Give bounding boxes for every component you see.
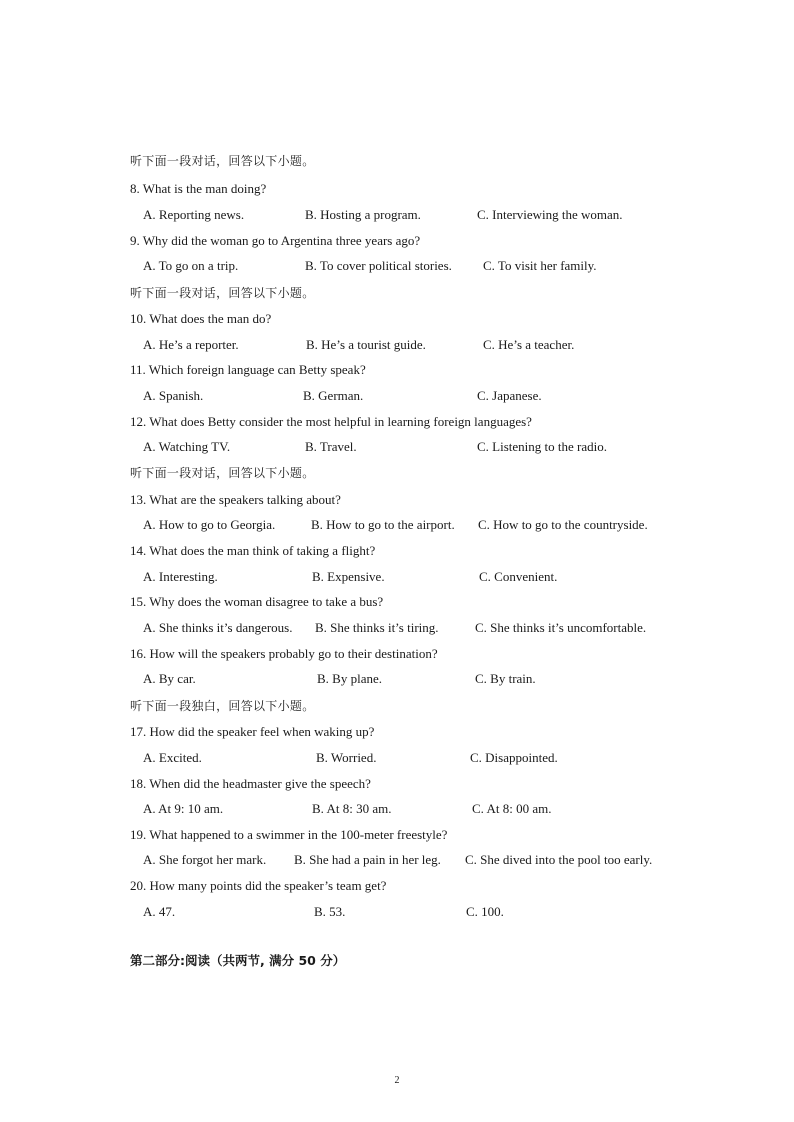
answer-option: B. To cover political stories. bbox=[305, 258, 452, 273]
instruction-line: 听下面一段对话，回答以下小题。 bbox=[130, 154, 315, 168]
answer-option: C. Listening to the radio. bbox=[477, 439, 607, 454]
answer-option: A. Interesting. bbox=[143, 569, 218, 584]
answer-option: A. He’s a reporter. bbox=[143, 337, 239, 352]
answer-option: B. She thinks it’s tiring. bbox=[315, 620, 439, 635]
answer-option: B. Hosting a program. bbox=[305, 207, 421, 222]
answer-option: C. Interviewing the woman. bbox=[477, 207, 623, 222]
answer-option: A. How to go to Georgia. bbox=[143, 517, 276, 532]
answer-option: B. At 8: 30 am. bbox=[312, 801, 392, 816]
answer-option: C. She thinks it’s uncomfortable. bbox=[475, 620, 647, 635]
answer-option: B. How to go to the airport. bbox=[311, 517, 455, 532]
answer-option: C. 100. bbox=[466, 904, 504, 919]
question-text: 14. What does the man think of taking a flight? bbox=[130, 543, 376, 558]
question-text: 8. What is the man doing? bbox=[130, 181, 267, 196]
question-text: 10. What does the man do? bbox=[130, 311, 272, 326]
question-text: 20. How many points did the speaker’s team get? bbox=[130, 878, 387, 893]
answer-option: C. He’s a teacher. bbox=[483, 337, 575, 352]
answer-option: B. Worried. bbox=[316, 750, 377, 765]
answer-option: A. Reporting news. bbox=[143, 207, 245, 222]
answer-option: B. Travel. bbox=[305, 439, 357, 454]
section-title: 第二部分:阅读（共两节, 满分 50 分） bbox=[130, 953, 346, 968]
instruction-line: 听下面一段对话，回答以下小题。 bbox=[130, 466, 315, 480]
instruction-line: 听下面一段独白，回答以下小题。 bbox=[130, 699, 315, 713]
question-text: 18. When did the headmaster give the speech? bbox=[130, 776, 371, 791]
page-number: 2 bbox=[394, 1075, 400, 1086]
answer-option: C. Disappointed. bbox=[470, 750, 558, 765]
answer-option: C. She dived into the pool too early. bbox=[465, 852, 653, 867]
answer-option: C. Japanese. bbox=[477, 388, 542, 403]
question-text: 19. What happened to a swimmer in the 100-meter freestyle? bbox=[130, 827, 448, 842]
answer-option: B. Expensive. bbox=[312, 569, 385, 584]
question-text: 16. How will the speakers probably go to their destination? bbox=[130, 646, 438, 661]
answer-option: A. Watching TV. bbox=[143, 439, 231, 454]
question-text: 17. How did the speaker feel when waking up? bbox=[130, 724, 375, 739]
question-text: 15. Why does the woman disagree to take a bus? bbox=[130, 594, 384, 609]
answer-option: B. She had a pain in her leg. bbox=[294, 852, 441, 867]
answer-option: C. How to go to the countryside. bbox=[478, 517, 648, 532]
answer-option: C. By train. bbox=[475, 671, 536, 686]
question-text: 12. What does Betty consider the most helpful in learning foreign languages? bbox=[130, 414, 532, 429]
answer-option: A. Spanish. bbox=[143, 388, 204, 403]
answer-option: A. To go on a trip. bbox=[143, 258, 239, 273]
answer-option: B. He’s a tourist guide. bbox=[306, 337, 426, 352]
answer-option: C. Convenient. bbox=[479, 569, 558, 584]
question-text: 9. Why did the woman go to Argentina three years ago? bbox=[130, 233, 421, 248]
answer-option: A. Excited. bbox=[143, 750, 202, 765]
answer-option: A. She forgot her mark. bbox=[143, 852, 267, 867]
answer-option: A. At 9: 10 am. bbox=[143, 801, 224, 816]
answer-option: B. By plane. bbox=[317, 671, 382, 686]
answer-option: A. By car. bbox=[143, 671, 196, 686]
answer-option: B. German. bbox=[303, 388, 364, 403]
answer-option: A. She thinks it’s dangerous. bbox=[143, 620, 293, 635]
answer-option: A. 47. bbox=[143, 904, 176, 919]
instruction-line: 听下面一段对话，回答以下小题。 bbox=[130, 286, 315, 300]
question-text: 13. What are the speakers talking about? bbox=[130, 492, 341, 507]
answer-option: C. At 8: 00 am. bbox=[472, 801, 552, 816]
question-text: 11. Which foreign language can Betty speak? bbox=[130, 362, 366, 377]
answer-option: B. 53. bbox=[314, 904, 346, 919]
answer-option: C. To visit her family. bbox=[483, 258, 597, 273]
